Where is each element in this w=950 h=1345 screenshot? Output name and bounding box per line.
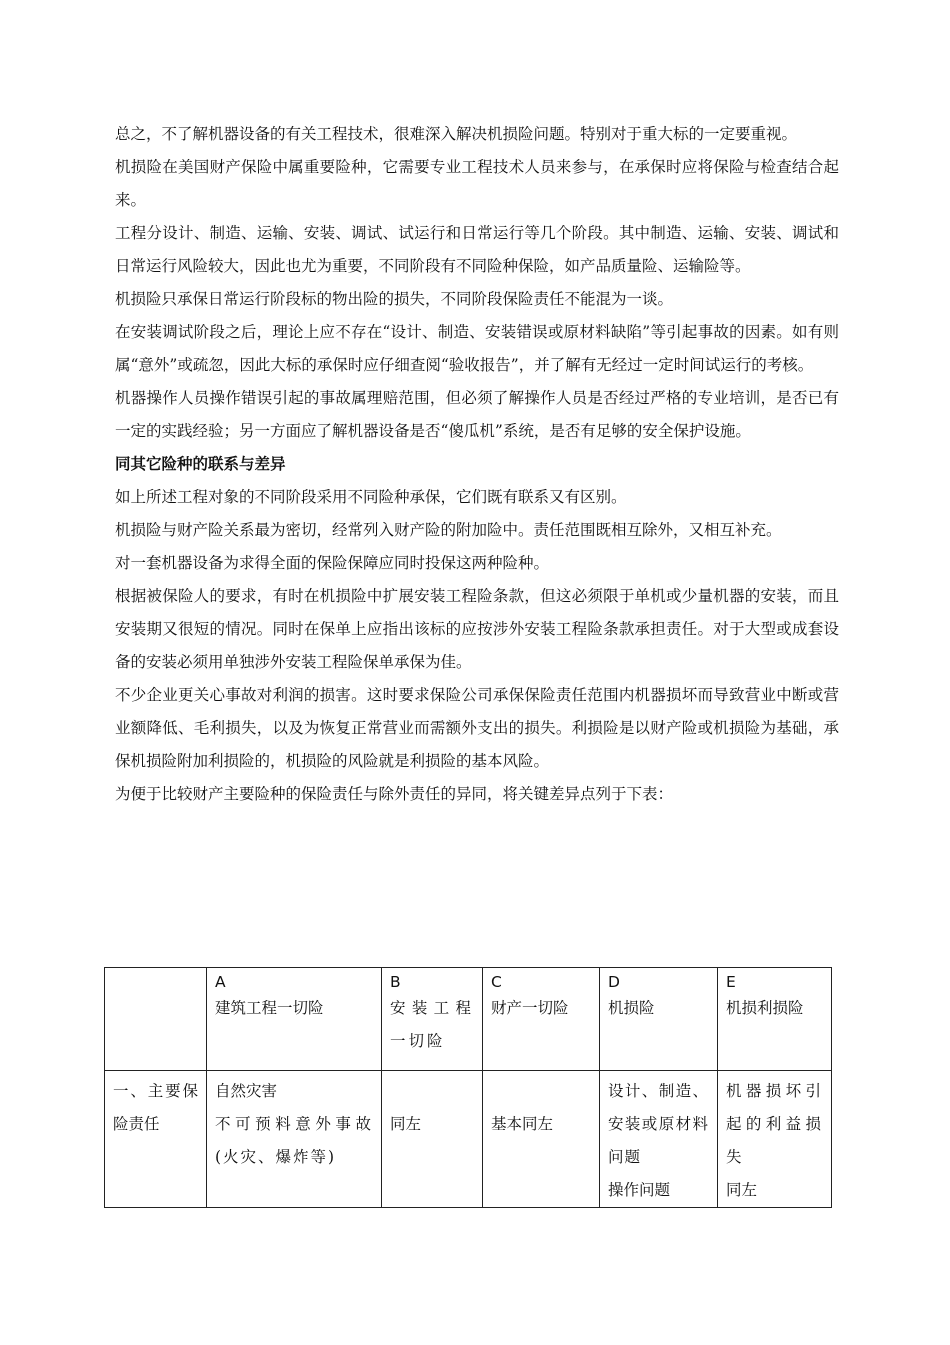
cell-line: 自然灾害 [215, 1082, 278, 1100]
header-cell-a [207, 968, 382, 1071]
header-cell-b [382, 968, 483, 1071]
paragraphs-top [115, 118, 839, 448]
cell-line: 机器损坏引起的利益损失 [726, 1082, 823, 1166]
paragraph: 机损险与财产险关系最为密切，经常列入财产险的附加险中。责任范围既相互除外，又相互补充。 [115, 521, 782, 539]
cell-line: 设计、制造、安装或原材料问题 [608, 1082, 709, 1166]
paragraphs-bottom [115, 481, 839, 811]
cell-line: 同左 [390, 1115, 422, 1133]
paragraph: 机损险在美国财产保险中属重要险种，它需要专业工程技术人员来参与，在承保时应将保险与检查结合起来。 [115, 158, 839, 209]
section-heading: 同其它险种的联系与差异 [115, 455, 286, 473]
cell-line: 基本同左 [491, 1115, 554, 1133]
column-title: 机损险 [608, 999, 655, 1017]
cell-line: 同左 [726, 1181, 758, 1199]
paragraph: 总之，不了解机器设备的有关工程技术，很难深入解决机损险问题。特别对于重大标的一定要重视。 [115, 125, 798, 143]
column-letter: B [390, 973, 401, 991]
cell-b [382, 1071, 483, 1208]
cell-e [718, 1071, 832, 1208]
comparison-table [104, 967, 832, 1208]
column-letter: C [491, 973, 502, 991]
column-letter: D [608, 973, 620, 991]
header-cell-e [718, 968, 832, 1071]
table-row [105, 1071, 832, 1208]
column-letter: A [215, 973, 226, 991]
paragraph: 对一套机器设备为求得全面的保险保障应同时投保这两种险种。 [115, 554, 550, 572]
document-body [115, 118, 839, 811]
column-letter: E [726, 973, 736, 991]
cell-d [600, 1071, 718, 1208]
header-blank-cell [105, 968, 207, 1071]
column-title: 机损利损险 [726, 999, 804, 1017]
column-title: 建筑工程一切险 [215, 999, 324, 1017]
cell-line: 不可预料意外事故(火灾、爆炸等) [215, 1115, 373, 1166]
column-title: 财产一切险 [491, 999, 569, 1017]
paragraph: 根据被保险人的要求，有时在机损险中扩展安装工程险条款，但这必须限于单机或少量机器的安装，而且安装期又很短的情况。同时在保单上应指出该标的应按涉外安装工程险条款承担责任。对于大型或成套设备的安装必须用单独涉外安装工程险保单承保为佳。 [115, 587, 839, 671]
cell-c [483, 1071, 600, 1208]
paragraph: 工程分设计、制造、运输、安装、调试、试运行和日常运行等几个阶段。其中制造、运输、安装、调试和日常运行风险较大，因此也尤为重要，不同阶段有不同险种保险，如产品质量险、运输险等。 [115, 224, 839, 275]
header-cell-d [600, 968, 718, 1071]
column-title: 安装工程一切险 [390, 999, 474, 1050]
cell-line: 操作问题 [608, 1181, 671, 1199]
paragraph: 不少企业更关心事故对利润的损害。这时要求保险公司承保保险责任范围内机器损坏而导致营业中断或营业额降低、毛利损失，以及为恢复正常营业而需额外支出的损失。利损险是以财产险或机损险为基础，承保机损险附加利损险的，机损险的风险就是利损险的基本风险。 [115, 686, 839, 770]
row-label-cell: 一、主要保险责任 [105, 1071, 207, 1208]
paragraph: 在安装调试阶段之后，理论上应不存在“设计、制造、安装错误或原材料缺陷”等引起事故的因素。如有则属“意外”或疏忽，因此大标的承保时应仔细查阅“验收报告”，并了解有无经过一定时间试运行的考核。 [115, 323, 839, 374]
header-cell-c [483, 968, 600, 1071]
paragraph: 为便于比较财产主要险种的保险责任与除外责任的异同，将关键差异点列于下表： [115, 785, 674, 803]
cell-a [207, 1071, 382, 1208]
table-header-row [105, 968, 832, 1071]
paragraph: 机器操作人员操作错误引起的事故属理赔范围，但必须了解操作人员是否经过严格的专业培训，是否已有一定的实践经验；另一方面应了解机器设备是否“傻瓜机”系统，是否有足够的安全保护设施。 [115, 389, 839, 440]
paragraph: 如上所述工程对象的不同阶段采用不同险种承保，它们既有联系又有区别。 [115, 488, 627, 506]
paragraph: 机损险只承保日常运行阶段标的物出险的损失，不同阶段保险责任不能混为一谈。 [115, 290, 674, 308]
